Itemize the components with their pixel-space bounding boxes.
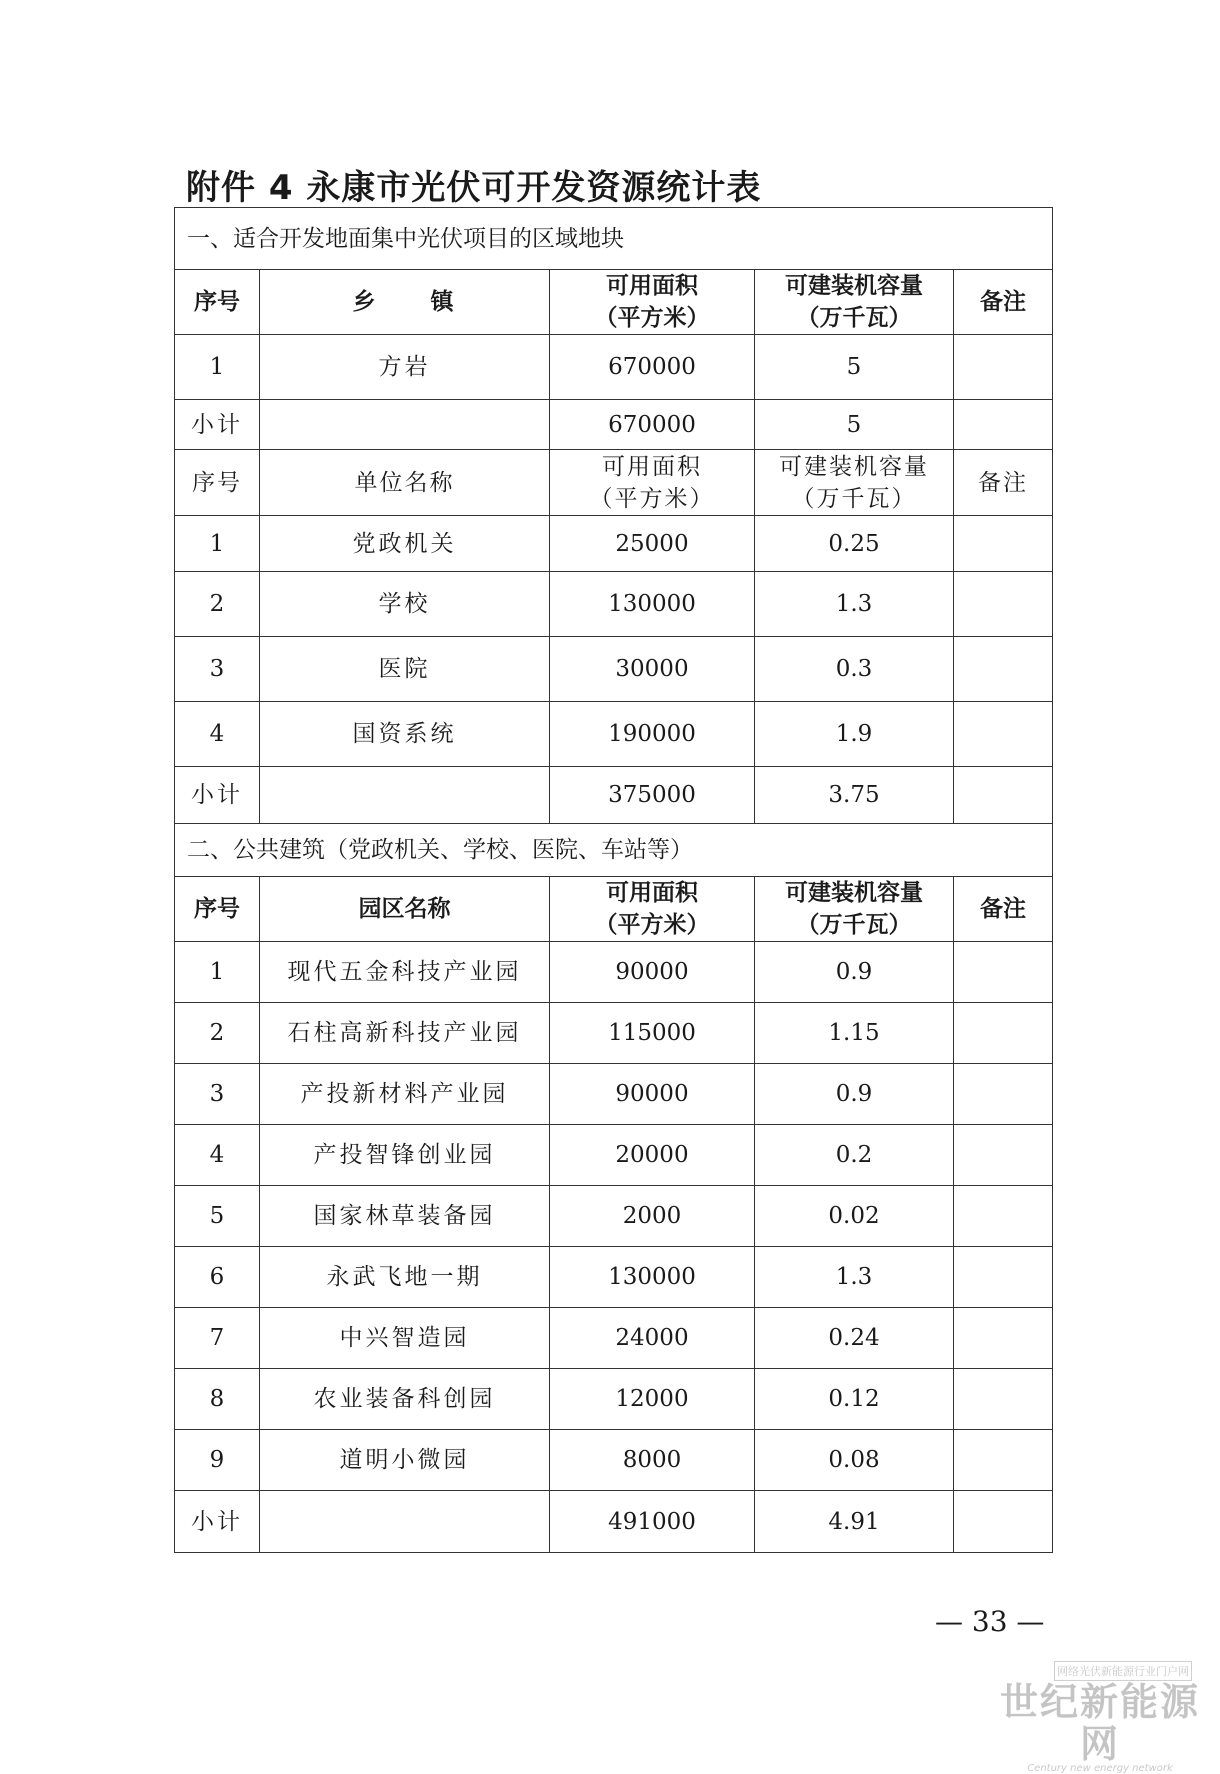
cell-note bbox=[954, 1430, 1053, 1491]
cell-capacity: 0.9 bbox=[755, 1064, 954, 1125]
cell-name: 党政机关 bbox=[260, 516, 550, 572]
cell-empty bbox=[954, 1491, 1053, 1553]
cell-area: 2000 bbox=[550, 1186, 755, 1247]
cell-note bbox=[954, 1186, 1053, 1247]
watermark-tagline: 网络光伏新能源行业门户网 bbox=[1054, 1661, 1192, 1681]
cell-area: 90000 bbox=[550, 1064, 755, 1125]
cell-empty bbox=[954, 767, 1053, 824]
header-town: 乡 镇 bbox=[260, 270, 550, 335]
cell-name: 石柱高新科技产业园 bbox=[260, 1003, 550, 1064]
table-row bbox=[175, 702, 1053, 767]
cell-seq: 3 bbox=[175, 637, 260, 702]
cell-seq: 3 bbox=[175, 1064, 260, 1125]
page-number: — 33 — bbox=[935, 1605, 1045, 1638]
subtotal-area: 670000 bbox=[550, 400, 755, 450]
cell-name: 农业装备科创园 bbox=[260, 1369, 550, 1430]
table-row bbox=[175, 1003, 1053, 1064]
cell-note bbox=[954, 942, 1053, 1003]
cell-area: 8000 bbox=[550, 1430, 755, 1491]
cell-seq: 9 bbox=[175, 1430, 260, 1491]
cell-capacity: 0.25 bbox=[755, 516, 954, 572]
header-note: 备注 bbox=[954, 270, 1053, 335]
page-title: 附件 4 永康市光伏可开发资源统计表 bbox=[186, 168, 762, 208]
resource-table bbox=[174, 207, 1053, 1553]
table-row bbox=[175, 516, 1053, 572]
cell-name: 产投新材料产业园 bbox=[260, 1064, 550, 1125]
subtotal-label: 小计 bbox=[175, 400, 260, 450]
header-unit-name: 单位名称 bbox=[260, 450, 550, 516]
cell-area: 670000 bbox=[550, 335, 755, 400]
watermark-logo bbox=[990, 1660, 1210, 1774]
cell-capacity: 5 bbox=[755, 335, 954, 400]
cell-capacity: 1.3 bbox=[755, 1247, 954, 1308]
table-header-row bbox=[175, 450, 1053, 516]
subtotal-capacity: 5 bbox=[755, 400, 954, 450]
cell-area: 130000 bbox=[550, 1247, 755, 1308]
cell-area: 24000 bbox=[550, 1308, 755, 1369]
cell-note bbox=[954, 1308, 1053, 1369]
subtotal-area: 375000 bbox=[550, 767, 755, 824]
cell-empty bbox=[954, 400, 1053, 450]
cell-name: 产投智锋创业园 bbox=[260, 1125, 550, 1186]
header-capacity: 可建装机容量 （万千瓦） bbox=[755, 270, 954, 335]
cell-note bbox=[954, 1369, 1053, 1430]
table-row bbox=[175, 572, 1053, 637]
header-seq: 序号 bbox=[175, 877, 260, 942]
table-row bbox=[175, 637, 1053, 702]
subtotal-row bbox=[175, 400, 1053, 450]
cell-empty bbox=[260, 1491, 550, 1553]
header-note: 备注 bbox=[954, 877, 1053, 942]
section2-heading: 二、公共建筑（党政机关、学校、医院、车站等） bbox=[175, 824, 1053, 877]
cell-note bbox=[954, 335, 1053, 400]
cell-name: 学校 bbox=[260, 572, 550, 637]
cell-area: 12000 bbox=[550, 1369, 755, 1430]
cell-area: 20000 bbox=[550, 1125, 755, 1186]
table-row bbox=[175, 1125, 1053, 1186]
cell-note bbox=[954, 1247, 1053, 1308]
cell-area: 90000 bbox=[550, 942, 755, 1003]
cell-seq: 8 bbox=[175, 1369, 260, 1430]
table-header-row bbox=[175, 877, 1053, 942]
subtotal-area: 491000 bbox=[550, 1491, 755, 1553]
cell-seq: 4 bbox=[175, 1125, 260, 1186]
cell-seq: 4 bbox=[175, 702, 260, 767]
cell-capacity: 0.08 bbox=[755, 1430, 954, 1491]
table-row bbox=[175, 1430, 1053, 1491]
subtotal-capacity: 4.91 bbox=[755, 1491, 954, 1553]
header-area: 可用面积 （平方米） bbox=[550, 450, 755, 516]
header-note: 备注 bbox=[954, 450, 1053, 516]
table-row bbox=[175, 1247, 1053, 1308]
cell-seq: 5 bbox=[175, 1186, 260, 1247]
header-capacity: 可建装机容量 （万千瓦） bbox=[755, 877, 954, 942]
cell-empty bbox=[260, 400, 550, 450]
header-area: 可用面积 （平方米） bbox=[550, 270, 755, 335]
subtotal-label: 小计 bbox=[175, 1491, 260, 1553]
cell-capacity: 0.3 bbox=[755, 637, 954, 702]
cell-note bbox=[954, 1125, 1053, 1186]
cell-seq: 1 bbox=[175, 335, 260, 400]
cell-seq: 6 bbox=[175, 1247, 260, 1308]
cell-name: 中兴智造园 bbox=[260, 1308, 550, 1369]
cell-seq: 1 bbox=[175, 942, 260, 1003]
cell-capacity: 0.24 bbox=[755, 1308, 954, 1369]
cell-note bbox=[954, 637, 1053, 702]
cell-name: 医院 bbox=[260, 637, 550, 702]
cell-note bbox=[954, 572, 1053, 637]
cell-note bbox=[954, 1064, 1053, 1125]
cell-area: 130000 bbox=[550, 572, 755, 637]
header-seq: 序号 bbox=[175, 270, 260, 335]
watermark-subtitle: Century new energy network bbox=[1027, 1763, 1173, 1774]
header-area: 可用面积 （平方米） bbox=[550, 877, 755, 942]
cell-area: 25000 bbox=[550, 516, 755, 572]
table-row bbox=[175, 942, 1053, 1003]
cell-area: 190000 bbox=[550, 702, 755, 767]
subtotal-capacity: 3.75 bbox=[755, 767, 954, 824]
cell-note bbox=[954, 702, 1053, 767]
table-row bbox=[175, 335, 1053, 400]
cell-name: 现代五金科技产业园 bbox=[260, 942, 550, 1003]
cell-capacity: 0.12 bbox=[755, 1369, 954, 1430]
table-header-row bbox=[175, 270, 1053, 335]
cell-seq: 1 bbox=[175, 516, 260, 572]
cell-note bbox=[954, 516, 1053, 572]
header-seq: 序号 bbox=[175, 450, 260, 516]
cell-seq: 2 bbox=[175, 572, 260, 637]
cell-name: 道明小微园 bbox=[260, 1430, 550, 1491]
cell-area: 30000 bbox=[550, 637, 755, 702]
cell-area: 115000 bbox=[550, 1003, 755, 1064]
cell-capacity: 1.15 bbox=[755, 1003, 954, 1064]
cell-capacity: 0.2 bbox=[755, 1125, 954, 1186]
cell-name: 方岩 bbox=[260, 335, 550, 400]
header-capacity: 可建装机容量 （万千瓦） bbox=[755, 450, 954, 516]
cell-name: 国资系统 bbox=[260, 702, 550, 767]
table-row bbox=[175, 1308, 1053, 1369]
table-row bbox=[175, 1186, 1053, 1247]
cell-capacity: 0.9 bbox=[755, 942, 954, 1003]
section1-heading: 一、适合开发地面集中光伏项目的区域地块 bbox=[175, 208, 1053, 270]
cell-name: 国家林草装备园 bbox=[260, 1186, 550, 1247]
section-heading-row bbox=[175, 208, 1053, 270]
cell-note bbox=[954, 1003, 1053, 1064]
cell-name: 永武飞地一期 bbox=[260, 1247, 550, 1308]
subtotal-row bbox=[175, 767, 1053, 824]
watermark-brand: 世纪新能源网 bbox=[999, 1680, 1200, 1766]
cell-seq: 2 bbox=[175, 1003, 260, 1064]
cell-capacity: 1.3 bbox=[755, 572, 954, 637]
cell-seq: 7 bbox=[175, 1308, 260, 1369]
cell-capacity: 0.02 bbox=[755, 1186, 954, 1247]
subtotal-row bbox=[175, 1491, 1053, 1553]
table-row bbox=[175, 1369, 1053, 1430]
subtotal-label: 小计 bbox=[175, 767, 260, 824]
table-row bbox=[175, 1064, 1053, 1125]
cell-capacity: 1.9 bbox=[755, 702, 954, 767]
section-heading-row bbox=[175, 824, 1053, 877]
header-park-name: 园区名称 bbox=[260, 877, 550, 942]
cell-empty bbox=[260, 767, 550, 824]
